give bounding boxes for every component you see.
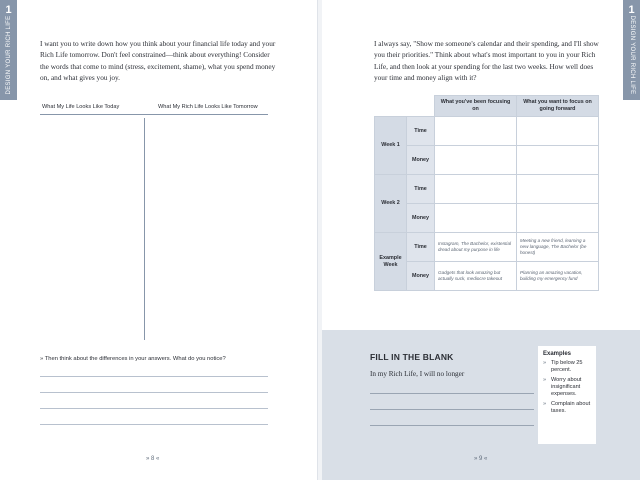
writing-line: [370, 425, 534, 426]
chapter-number: 1: [628, 4, 635, 16]
writing-line: [40, 392, 268, 393]
row-kind-label: Time: [407, 175, 435, 204]
example-cell: Instagram, The Bachelor, existential dread about my purpose in life: [435, 233, 517, 262]
column-today-label: What My Life Looks Like Today: [42, 104, 120, 110]
fill-blank-prompt: In my Rich Life, I will no longer: [370, 370, 465, 378]
writing-line: [40, 424, 268, 425]
chapter-tab-left: [0, 0, 17, 100]
page-number: » 9 «: [474, 456, 488, 462]
table-cell[interactable]: [435, 204, 517, 233]
writing-line: [40, 376, 268, 377]
examples-list: [543, 360, 591, 415]
writing-line: [370, 393, 534, 394]
chapter-number: 1: [5, 4, 12, 16]
time-money-table: [374, 95, 599, 291]
page-number: » 8 «: [146, 456, 160, 462]
right-intro-text: I always say, "Show me someone's calendar and their spending, and I'll show you their priorities." Think about what's most important to you in your Rich Life, and then look at your spending for the last two weeks. How well does your time and money align with it?: [374, 39, 599, 82]
writing-line: [370, 409, 534, 410]
table-cell[interactable]: [517, 146, 599, 175]
table-cell[interactable]: [435, 175, 517, 204]
reflection-question: » Then think about the differences in your answers. What do you notice?: [40, 356, 226, 362]
table-corner: [375, 96, 435, 117]
example-cell: Gadgets that look amazing but actually suck, mediocre takeout: [435, 262, 517, 291]
row-kind-label: Time: [407, 233, 435, 262]
week-label: Week 1: [375, 117, 407, 175]
examples-box: [538, 346, 596, 444]
right-page: [322, 0, 640, 480]
left-intro-text: I want you to write down how you think about your financial life today and your Rich Life tomorrow. Don't feel constrained—think about everything! Consider the words that come to mind (stress, excitement, shame), what you spend money on, and what gives you joy.: [40, 39, 276, 82]
column-divider: [144, 118, 145, 340]
header-current-focus: What you've been focusing on: [435, 96, 517, 117]
row-kind-label: Money: [407, 262, 435, 291]
table-cell[interactable]: [517, 204, 599, 233]
chapter-title: DESIGN YOUR RICH LIFE: [628, 15, 635, 95]
left-page: [0, 0, 318, 480]
table-cell[interactable]: [517, 117, 599, 146]
example-cell: Planning an amazing vacation, building my emergency fund: [517, 262, 599, 291]
table-cell[interactable]: [435, 146, 517, 175]
column-tomorrow-label: What My Rich Life Looks Like Tomorrow: [158, 104, 258, 110]
list-item: » Tip below 25 percent.: [543, 360, 591, 374]
list-item: » Complain about taxes.: [543, 401, 591, 415]
row-kind-label: Money: [407, 146, 435, 175]
row-kind-label: Time: [407, 117, 435, 146]
week-label: Example Week: [375, 233, 407, 291]
chapter-title: DESIGN YOUR RICH LIFE: [5, 15, 12, 95]
table-cell[interactable]: [517, 175, 599, 204]
week-label: Week 2: [375, 175, 407, 233]
examples-title: Examples: [543, 351, 572, 357]
fill-blank-title: FILL IN THE BLANK: [370, 352, 454, 362]
example-cell: Meeting a new friend, learning a new language, The Bachelor (be honest): [517, 233, 599, 262]
compare-columns-header: [40, 104, 268, 115]
header-future-focus: What you want to focus on going forward: [517, 96, 599, 117]
table-cell[interactable]: [435, 117, 517, 146]
list-item: » Worry about insignificant expenses.: [543, 377, 591, 398]
writing-line: [40, 408, 268, 409]
chapter-tab-right: [623, 0, 640, 100]
row-kind-label: Money: [407, 204, 435, 233]
